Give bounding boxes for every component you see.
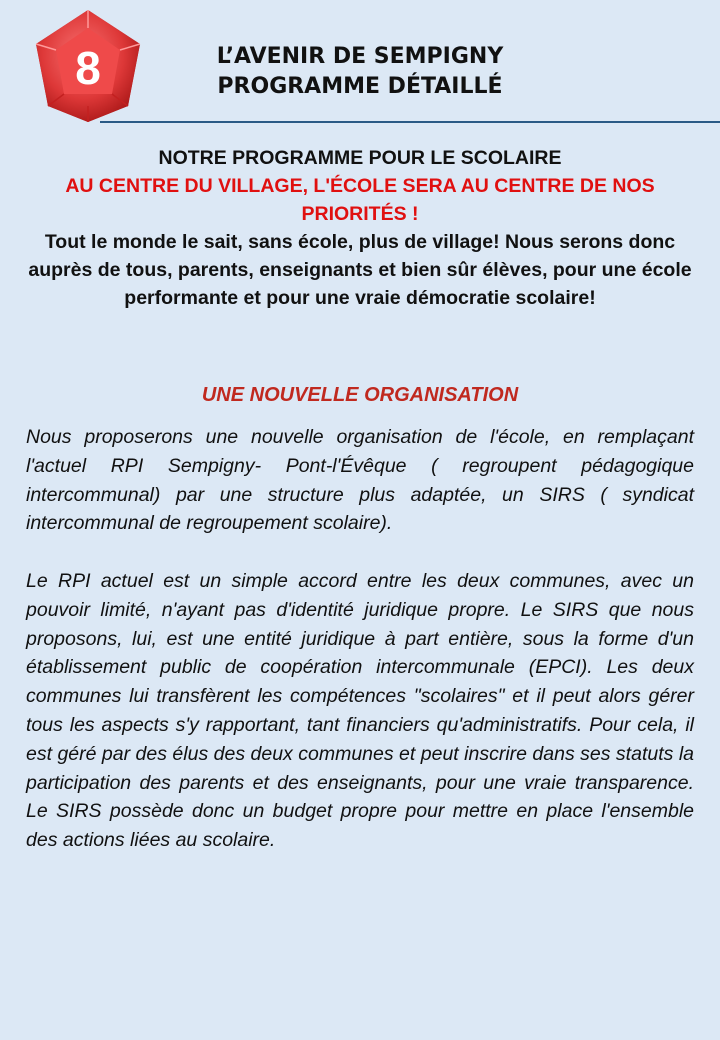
title-line-2: PROGRAMME DÉTAILLÉ <box>217 74 503 99</box>
intro-title: NOTRE PROGRAMME POUR LE SCOLAIRE <box>158 147 562 169</box>
badge-number: 8 <box>75 42 101 94</box>
section-body <box>26 423 694 855</box>
intro-statement: Tout le monde le sait, sans école, plus de village! Nous serons donc auprès de tous, parents, enseignants et bien sûr élèves, pour une école performante et pour une vraie démocratie scolaire! <box>28 231 692 309</box>
d12-dice-icon <box>28 6 148 126</box>
paragraph-2: Le RPI actuel est un simple accord entre les deux communes, avec un pouvoir limité, n'ayant pas d'identité juridique propre. Le SIRS que nous proposons, lui, est une entité juridique à part entière, sous la forme d'un établissement public de coopération intercommunale (EPCI). Les deux communes lui transfèrent les compétences "scolaires" et il peut alors gérer tous les aspects s'y rapportant, tant financiers qu'administratifs. Pour cela, il est géré par des élus des deux communes et peut inscrire dans ses statuts la participation des parents et des enseignants, pour une vraie transparence. Le SIRS possède donc un budget propre pour mettre en place l'ensemble des actions liées au scolaire. <box>26 569 694 852</box>
dice-badge <box>28 6 148 126</box>
page-title <box>150 42 570 102</box>
section-title: UNE NOUVELLE ORGANISATION <box>201 384 519 406</box>
header-divider <box>100 121 720 123</box>
title-line-1: L’AVENIR DE SEMPIGNY <box>216 44 504 69</box>
intro-block <box>20 144 700 312</box>
paragraph-1: Nous proposerons une nouvelle organisation de l'école, en remplaçant l'actuel RPI Sempigny- Pont-l'Évêque ( regroupent pédagogique intercommunal) par une structure plus adaptée, un SIRS ( syndicat intercommunal de regroupement scolaire). <box>26 426 694 535</box>
intro-tagline: AU CENTRE DU VILLAGE, L'ÉCOLE SERA AU CENTRE DE NOS PRIORITÉS ! <box>65 175 655 225</box>
